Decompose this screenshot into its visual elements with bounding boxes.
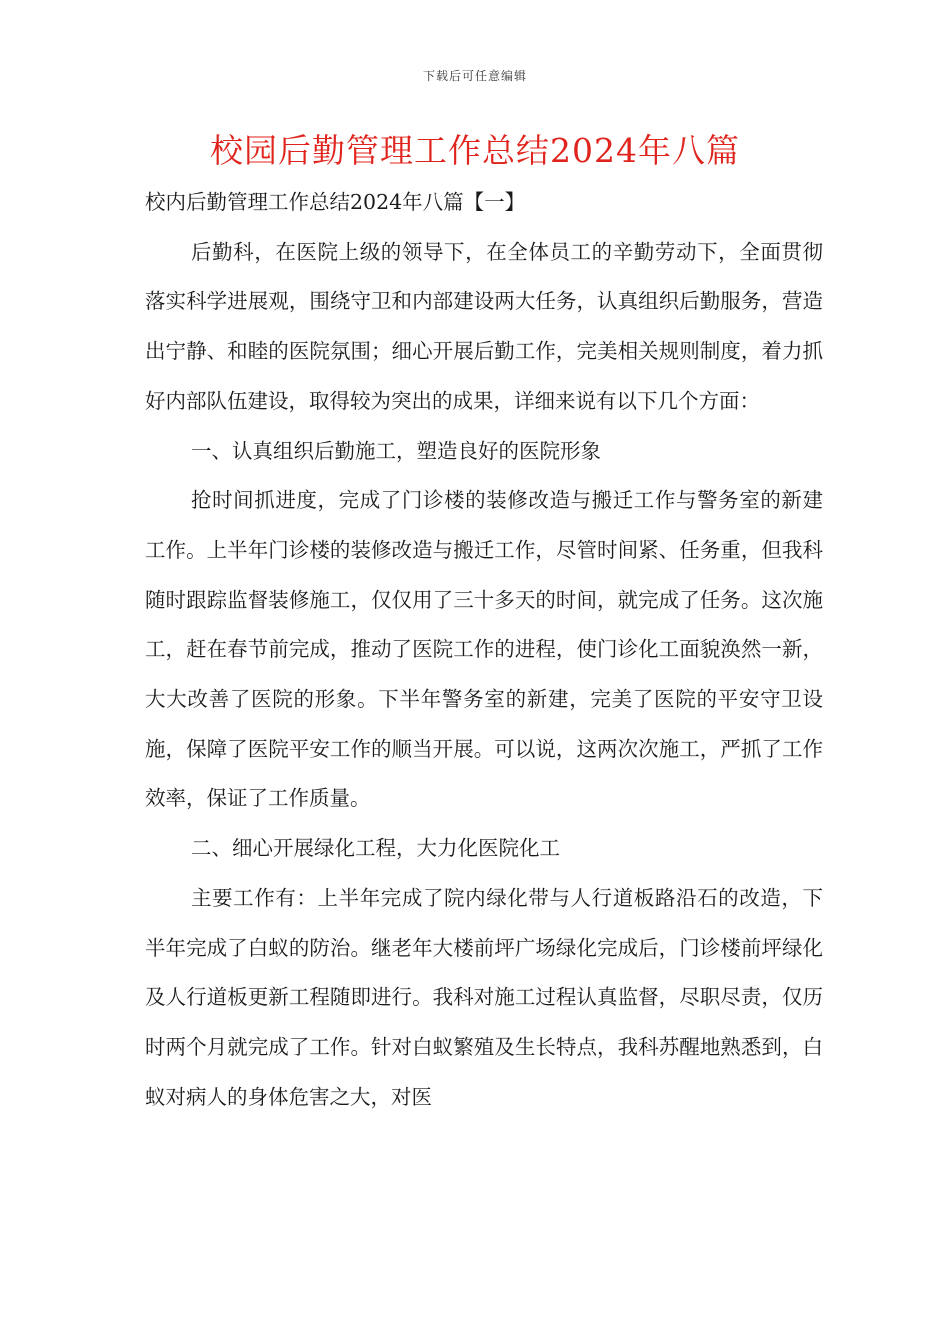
- section-heading-1: 一、认真组织后勤施工，塑造良好的医院形象: [191, 438, 601, 463]
- paragraph-construction: 抢时间抓进度，完成了门诊楼的装修改造与搬迁工作与警务室的新建工作。上半年门诊楼的装修改造与搬迁工作，尽管时间紧、任务重，但我科随时跟踪监督装修施工，仅仅用了三十多天的时间，就完成了任务。这次施工，赶在春节前完成，推动了医院工作的进程，使门诊化工面貌涣然一新，大大改善了医院的形象。下半年警务室的新建，完美了医院的平安守卫设施，保障了医院平安工作的顺当开展。可以说，这两次次施工，严抓了工作效率，保证了工作质量。: [145, 488, 823, 811]
- section-heading-2: 二、细心开展绿化工程，大力化医院化工: [191, 836, 560, 861]
- header-note: 下载后可任意编辑: [422, 69, 527, 83]
- document-title: 校园后勤管理工作总结2024年八篇: [210, 131, 740, 170]
- paragraph-intro: 后勤科，在医院上级的领导下，在全体员工的辛勤劳动下，全面贯彻落实科学进展观，围绕守卫和内部建设两大任务，认真组织后勤服务，营造出宁静、和睦的医院氛围；细心开展后勤工作，完美相关规则制度，着力抓好内部队伍建设，取得较为突出的成果，详细来说有以下几个方面：: [145, 239, 823, 413]
- paragraph-greening: 主要工作有：上半年完成了院内绿化带与人行道板路沿石的改造，下半年完成了白蚁的防治。继老年大楼前坪广场绿化完成后，门诊楼前坪绿化及人行道板更新工程随即进行。我科对施工过程认真监督，尽职尽责，仅历时两个月就完成了工作。针对白蚁繁殖及生长特点，我科苏醒地熟悉到，白蚁对病人的身体危害之大，对医: [145, 885, 823, 1109]
- document-body: [145, 178, 823, 1122]
- section-subtitle: 校内后勤管理工作总结2024年八篇【一】: [145, 190, 526, 214]
